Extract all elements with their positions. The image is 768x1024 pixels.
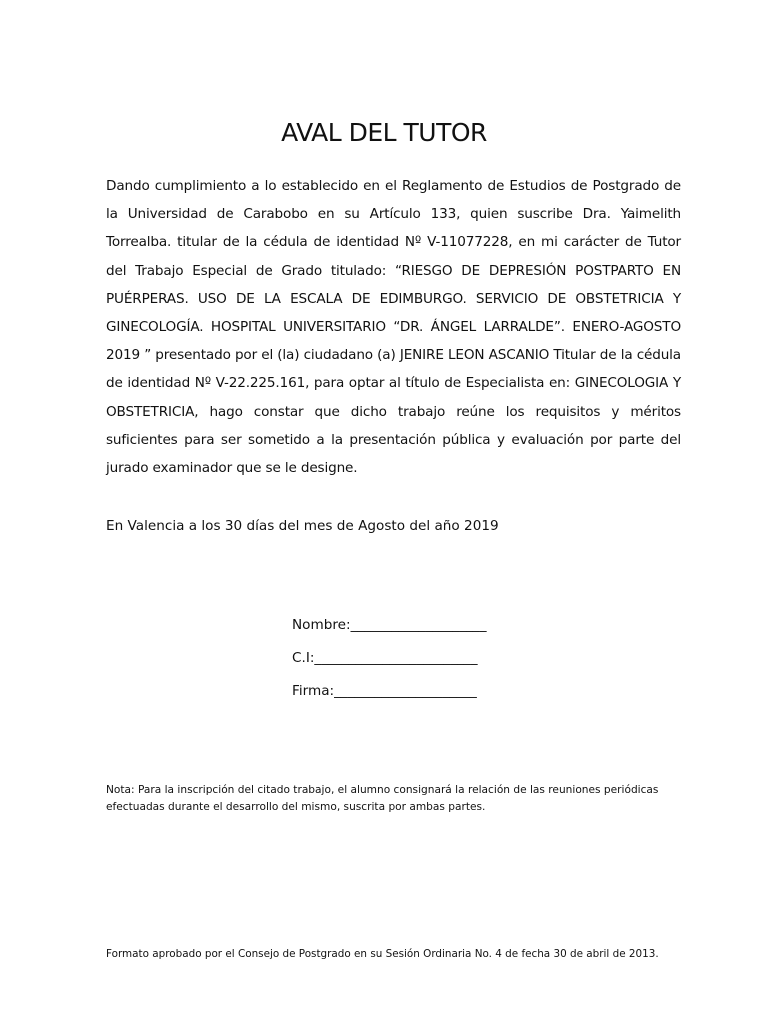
body-paragraph: Dando cumplimiento a lo establecido en el Reglamento de Estudios de Postgrado de la Universidad de Carabobo en su Artículo 133, quien suscribe Dra. Yaimelith Torrealba. titular de la cédula de identidad Nº V-11077228, en mi carácter de Tutor del Trabajo Especial de Grado titulado: “RIESGO DE DEPRESIÓN POSTPARTO EN PUÉRPERAS. USO DE LA ESCALA DE EDIMBURGO. SERVICIO DE OBSTETRICIA Y GINECOLOGÍA. HOSPITAL UNIVERSITARIO “DR. ÁNGEL LARRALDE”. ENERO-AGOSTO 2019 ” presentado por el (la) ciudadano (a) JENIRE LEON ASCANIO Titular de la cédula de identidad Nº V-22.225.161, para optar al título de Especialista en: GINECOLOGIA Y OBSTETRICIA, hago constar que dicho trabajo reúne los requisitos y méritos suficientes para ser sometido a la presentación pública y evaluación por parte del jurado examinador que se le designe. xyxy=(106,178,681,477)
place-date: En Valencia a los 30 días del mes de Agosto del año 2019 xyxy=(106,518,499,534)
note-text: Nota: Para la inscripción del citado trabajo, el alumno consignará la relación de las reuniones periódicas efectuadas durante el desarrollo del mismo, suscrita por ambas partes. xyxy=(106,784,659,813)
ci-line: C.I:________________________ xyxy=(292,650,478,666)
name-line: Nombre:____________________ xyxy=(292,617,487,633)
footer-text: Formato aprobado por el Consejo de Postgrado en su Sesión Ordinaria No. 4 de fecha 30 de abril de 2013. xyxy=(106,948,659,960)
document-title: AVAL DEL TUTOR xyxy=(281,118,487,147)
signature-line: Firma:_____________________ xyxy=(292,683,477,699)
signature-block xyxy=(292,612,487,711)
